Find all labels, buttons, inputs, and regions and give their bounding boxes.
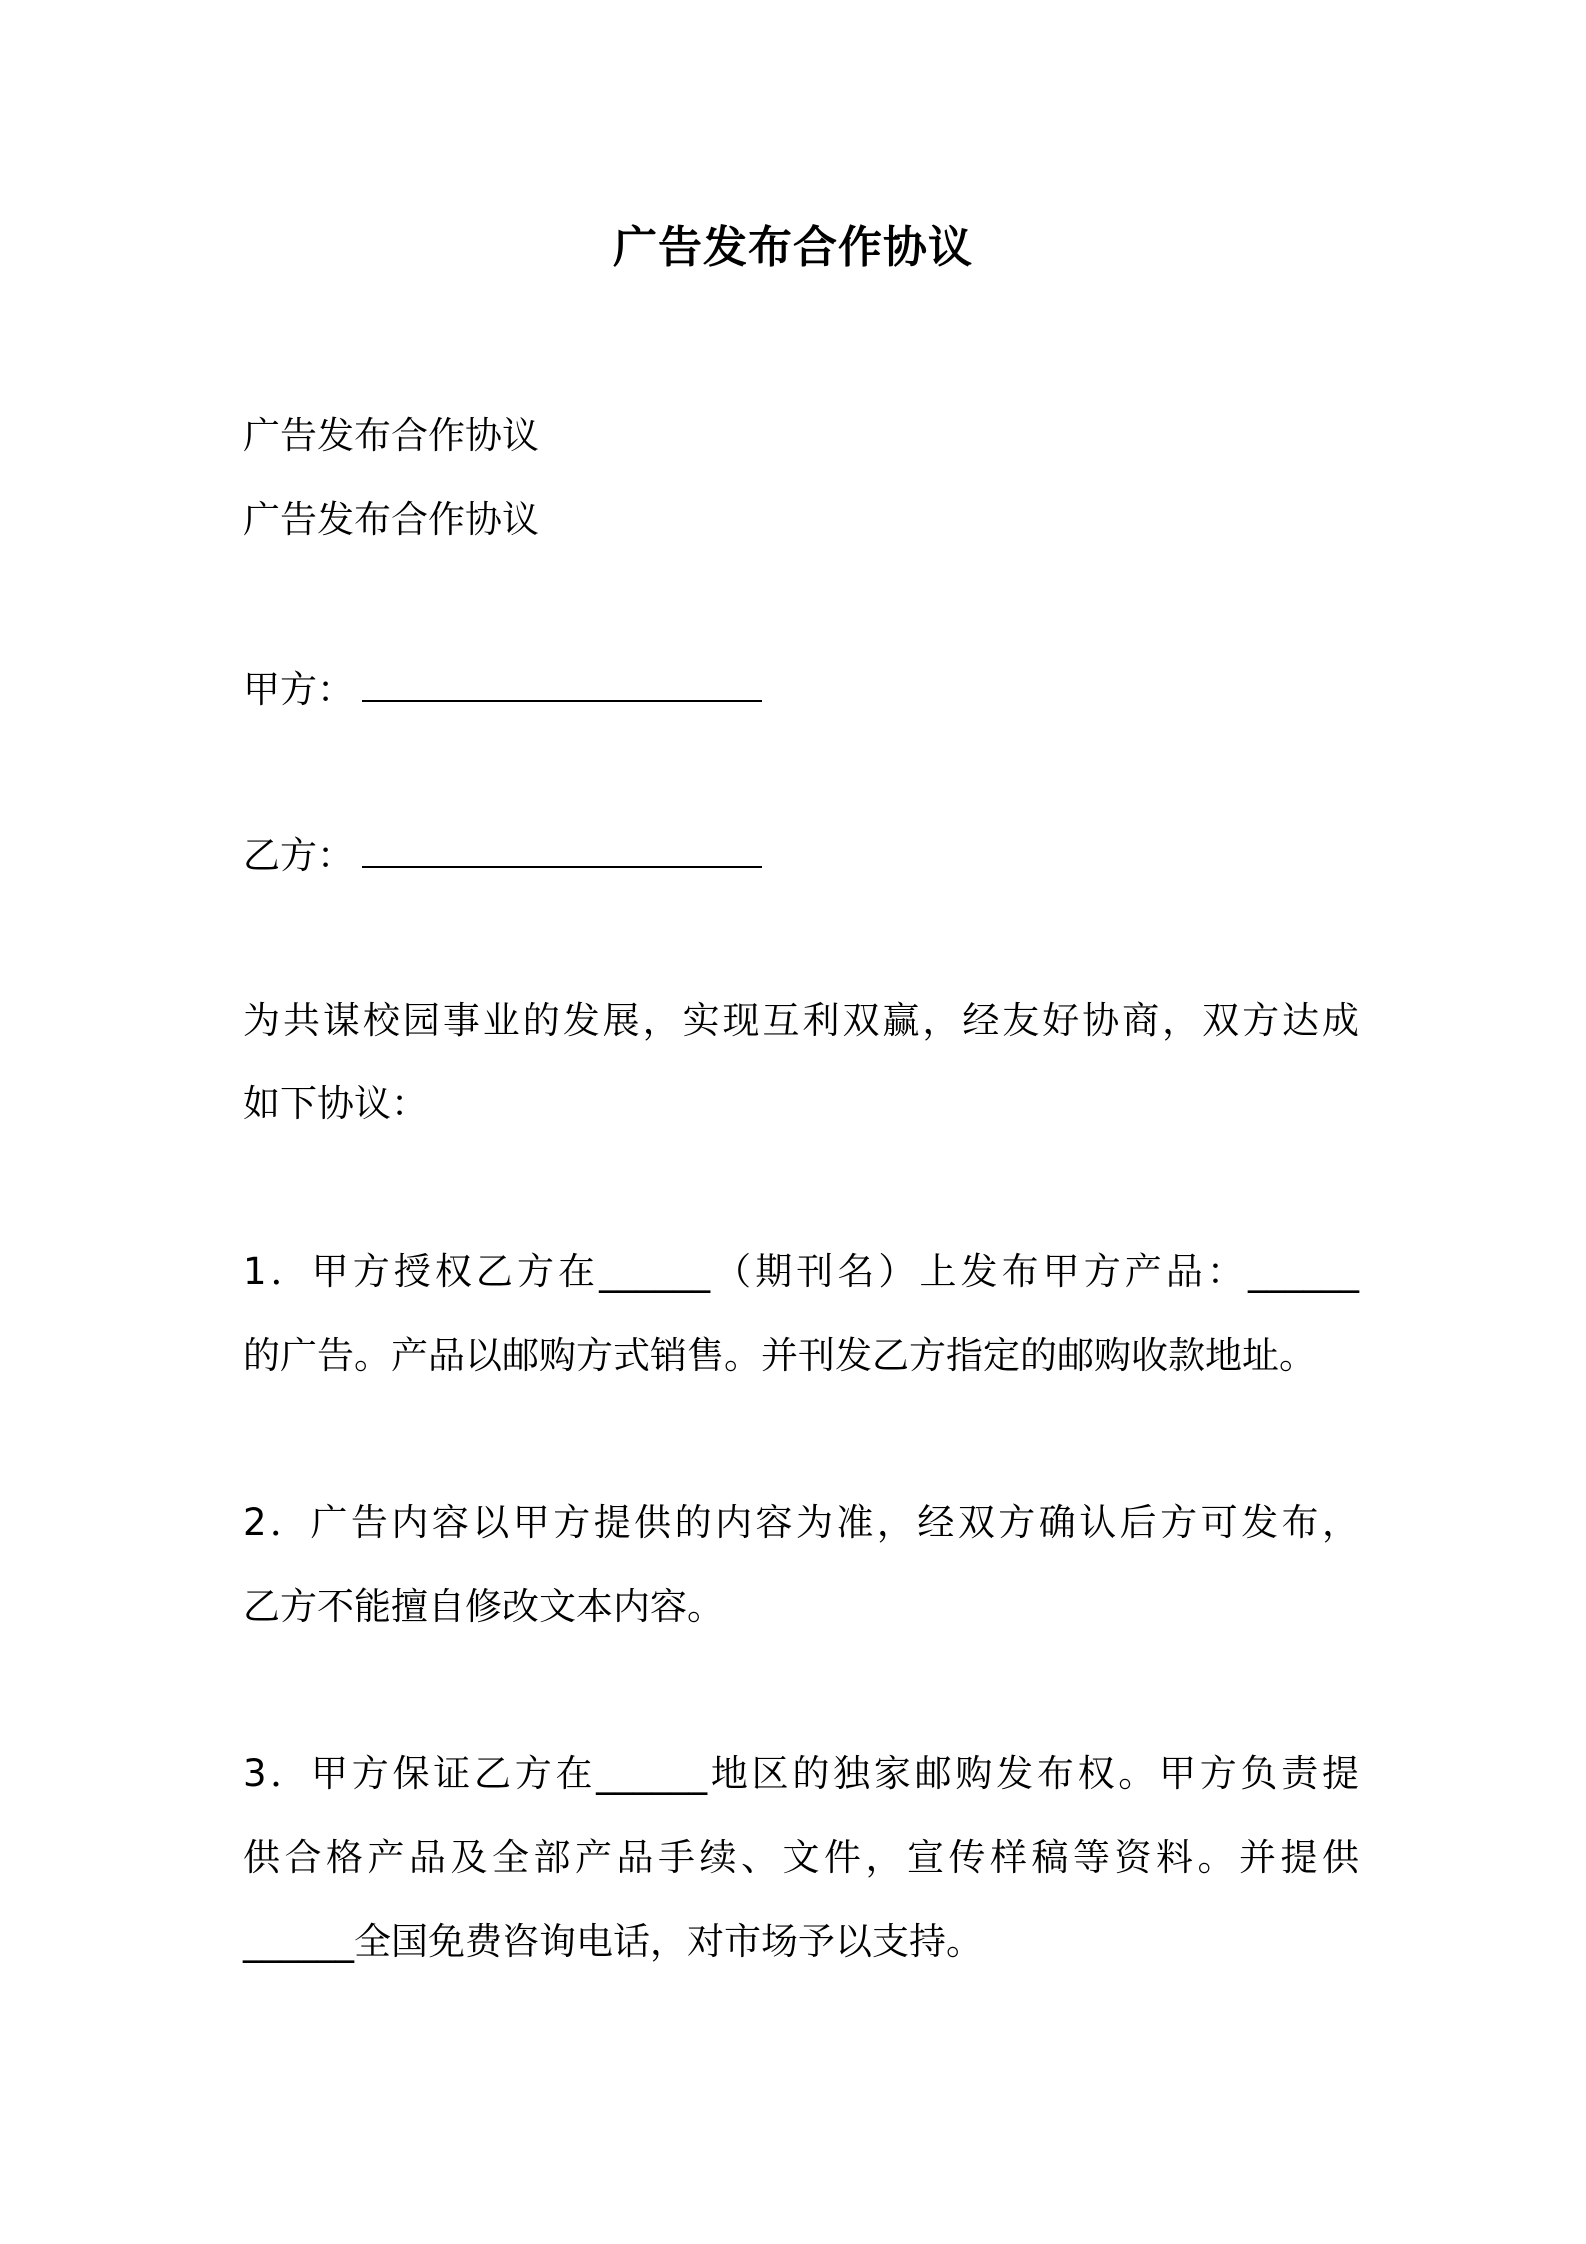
clause-2-line-2: 乙方不能擅自修改文本内容。 [243, 1585, 724, 1628]
intro-line-2: 如下协议： [243, 1082, 428, 1125]
party-b-line [243, 830, 1359, 882]
party-b-label: 乙方： [243, 834, 354, 877]
subtitle-line-2: 广告发布合作协议 [243, 498, 539, 541]
subtitle-line-1: 广告发布合作协议 [243, 414, 539, 457]
party-a-blank[interactable] [362, 668, 762, 702]
clause-1-line-1: 1．甲方授权乙方在______（期刊名）上发布甲方产品：______ [243, 1250, 1359, 1293]
party-b-blank[interactable] [362, 834, 762, 868]
clause-3-line-1: 3．甲方保证乙方在______地区的独家邮购发布权。甲方负责提 [243, 1752, 1359, 1795]
party-a-line [243, 664, 1359, 716]
clause-3-line-3: ______全国免费咨询电话，对市场予以支持。 [243, 1920, 983, 1963]
party-a-label: 甲方： [243, 668, 354, 711]
intro-line-1: 为共谋校园事业的发展，实现互利双赢，经友好协商，双方达成 [243, 999, 1359, 1042]
document-title: 广告发布合作协议 [613, 222, 973, 273]
clause-3-line-2: 供合格产品及全部产品手续、文件，宣传样稿等资料。并提供 [243, 1836, 1359, 1879]
clause-2-line-1: 2．广告内容以甲方提供的内容为准，经双方确认后方可发布， [243, 1501, 1359, 1544]
clause-1-line-2: 的广告。产品以邮购方式销售。并刊发乙方指定的邮购收款地址。 [243, 1334, 1316, 1377]
